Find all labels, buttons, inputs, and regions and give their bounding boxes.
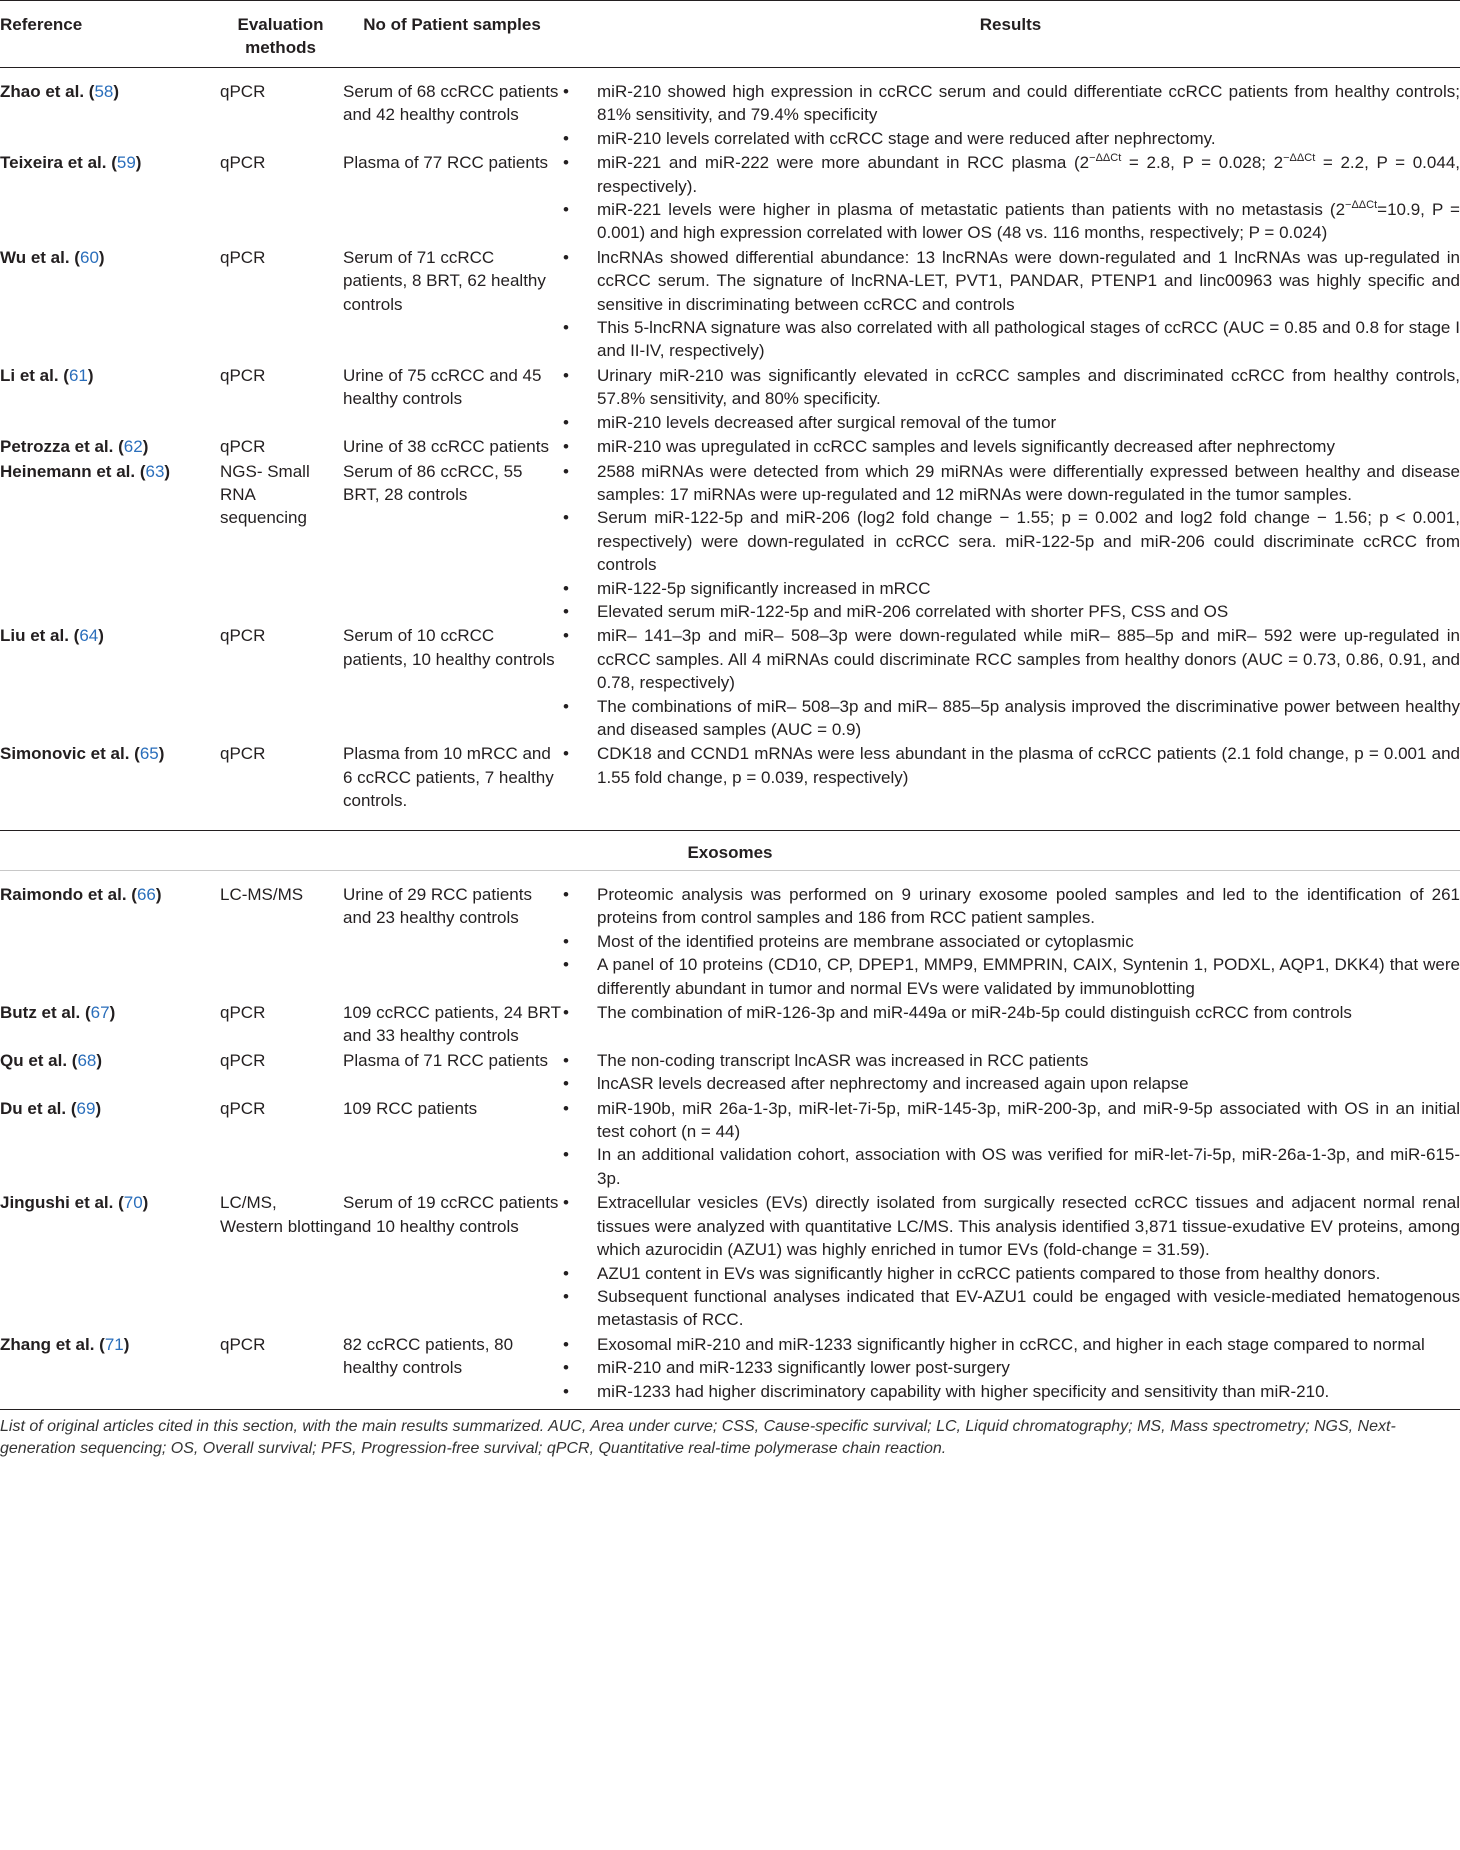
results-list [561,435,1460,458]
results-cell [561,68,1460,151]
reference-author: Jingushi et al. ( [0,1193,124,1213]
result-bullet: • lncASR levels decreased after nephrectomy and increased again upon relapse [561,1072,1460,1095]
reference-close: ) [109,1003,116,1023]
results-list [561,460,1460,624]
result-bullet: • miR-210 and miR-1233 significantly lower post-surgery [561,1356,1460,1379]
header-evaluation-methods: Evaluation methods [218,1,343,68]
section-row [0,830,1460,870]
result-bullet: • Serum miR-122-5p and miR-206 (log2 fold change − 1.55; p = 0.002 and log2 fold change − 1.56; p < 0.001, respectively) were down-regulated in ccRCC sera. miR-122-5p and miR-206 could discriminate ccRCC from controls [561,506,1460,576]
citation-link[interactable]: 63 [145,461,165,481]
citation-link[interactable]: 65 [139,744,159,764]
reference-cell [0,871,218,1001]
result-bullet: • 2588 miRNAs were detected from which 29 miRNAs were differentially expressed between healthy and disease samples: 17 miRNAs were up-regulated and 12 miRNAs were down-regulated in the tumor samples. [561,460,1460,507]
citation-link[interactable]: 60 [79,247,99,267]
patient-samples-cell: Urine of 38 ccRCC patients [343,437,549,457]
result-bullet: • The non-coding transcript lncASR was increased in RCC patients [561,1049,1460,1072]
evaluation-method-cell: LC-MS/MS [220,885,304,904]
reference-close: ) [113,82,120,101]
results-cell [561,434,1460,458]
result-bullet: • miR-221 levels were higher in plasma of metastatic patients than patients with no metastasis ($2^{-\Delta\Delta Ct}=10.9$, P = 0.001) and high expression correlated with lower OS (48 vs. 116 months, respectively; P = 0.024) [561,198,1460,245]
result-bullet: • Subsequent functional analyses indicated that EV-AZU1 could be engaged with vesicle-mediated hematogenous metastasis of RCC. [561,1285,1460,1332]
results-list [561,883,1460,1000]
reference-author: Butz et al. ( [0,1003,91,1023]
results-list [561,1191,1460,1331]
results-cell [561,1332,1460,1410]
citation-link[interactable]: 59 [116,153,136,173]
results-cell [561,1000,1460,1048]
table-row [0,150,1460,245]
table-row [0,1190,1460,1331]
results-list [561,364,1460,434]
reference-close: ) [142,1193,149,1213]
reference-cell [0,1048,218,1096]
patient-samples-cell: 82 ccRCC patients, 80 healthy controls [343,1332,561,1410]
table-row [0,1000,1460,1048]
reference-close: ) [98,626,104,646]
result-bullet: • miR-122-5p significantly increased in mRCC [561,577,1460,600]
evaluation-method-cell: qPCR [220,437,266,457]
result-bullet: • miR– 141–3p and miR– 508–3p were down-regulated while miR– 885–5p and miR– 592 were up-regulated in ccRCC samples. All 4 miRNAs could discriminate RCC samples from healthy donors (AUC = 0.73, 0.86, 0.91, and 0.78, respectively) [561,624,1460,694]
spacer-row [0,813,1460,831]
reference-author: Du et al. ( [0,1098,77,1118]
table-row [0,623,1460,741]
table-header [0,1,1460,68]
results-cell [561,1048,1460,1096]
result-bullet: • Elevated serum miR-122-5p and miR-206 correlated with shorter PFS, CSS and OS [561,600,1460,623]
evaluation-method-cell: LC/MS, Western blotting [220,1193,343,1236]
header-reference: Reference [0,1,218,68]
results-cell [561,459,1460,624]
spacer-cell [0,813,1460,831]
results-list [561,1049,1460,1096]
table-row [0,459,1460,624]
patient-samples-cell: Plasma from 10 mRCC and 6 ccRCC patients, 7 healthy controls. [343,744,554,811]
results-cell [561,1096,1460,1191]
header-results: Results [561,1,1460,68]
evaluation-method-cell: qPCR [220,1003,266,1023]
table-body [0,68,1460,1410]
results-list [561,624,1460,741]
result-bullet: • miR-221 and miR-222 were more abundant in RCC plasma ($2^{-\Delta\Delta Ct} = 2.8$, P = 0.028; $2^{-\Delta\Delta Ct} = 2.2$, P = 0.044, respectively). [561,151,1460,198]
reference-close: ) [87,365,94,385]
reference-close: ) [135,153,142,173]
result-bullet: • Exosomal miR-210 and miR-1233 significantly higher in ccRCC, and higher in each stage compared to normal [561,1333,1460,1356]
results-cell [561,623,1460,741]
results-list [561,151,1460,245]
result-bullet: • miR-210 levels correlated with ccRCC stage and were reduced after nephrectomy. [561,127,1460,150]
patient-samples-cell: Serum of 19 ccRCC patients and 10 healthy controls [343,1193,559,1236]
results-cell [561,150,1460,245]
reference-close: ) [164,461,171,481]
citation-link[interactable]: 71 [104,1334,124,1354]
result-bullet: • AZU1 content in EVs was significantly higher in ccRCC patients compared to those from healthy donors. [561,1262,1460,1285]
table-row [0,1048,1460,1096]
result-bullet: • In an additional validation cohort, association with OS was verified for miR-let-7i-5p, miR-26a-1-3p, and miR-615-3p. [561,1143,1460,1190]
result-bullet: • Urinary miR-210 was significantly elevated in ccRCC samples and discriminated ccRCC from healthy controls, 57.8% sensitivity, and 80% specificity. [561,364,1460,411]
reference-cell [0,150,218,245]
patient-samples-cell: Serum of 68 ccRCC patients and 42 healthy controls [343,82,559,125]
patient-samples-cell: Serum of 10 ccRCC patients, 10 healthy controls [343,626,555,669]
results-cell [561,1190,1460,1331]
reference-close: ) [123,1334,130,1354]
evaluation-method-cell: NGS- Small RNA sequencing [220,461,310,528]
evaluation-method-cell: qPCR [218,1332,343,1410]
patient-samples-cell: Plasma of 77 RCC patients [343,153,549,173]
results-cell [561,741,1460,812]
result-bullet: • miR-210 levels decreased after surgical removal of the tumor [561,411,1460,434]
citation-link[interactable]: 58 [94,82,114,101]
table-row [0,1332,1460,1410]
evaluation-method-cell: qPCR [220,153,266,173]
reference-cell [0,363,218,434]
patient-samples-cell: Urine of 75 ccRCC and 45 healthy controls [343,365,542,409]
citation-link[interactable]: 70 [123,1193,143,1213]
evaluation-method-cell: qPCR [220,247,266,267]
results-list [561,1333,1460,1403]
table-row [0,363,1460,434]
reference-cell [0,1000,218,1048]
citation-link[interactable]: 69 [76,1098,96,1118]
evaluation-method-cell: qPCR [220,82,266,101]
reference-cell [0,1096,218,1191]
result-bullet: • This 5-lncRNA signature was also correlated with all pathological stages of ccRCC (AUC = 0.85 and 0.8 for stage I and II-IV, respectively) [561,316,1460,363]
reference-cell [0,434,218,458]
result-bullet: • Proteomic analysis was performed on 9 urinary exosome pooled samples and led to the identification of 261 proteins from control samples and 186 from RCC patient samples. [561,883,1460,930]
section-title: Exosomes [0,830,1460,870]
reference-author: Raimondo et al. ( [0,885,137,904]
reference-author: Wu et al. ( [0,247,80,267]
patient-samples-cell: 109 ccRCC patients, 24 BRT and 33 healthy controls [343,1003,561,1046]
patient-samples-cell: Serum of 71 ccRCC patients, 8 BRT, 62 healthy controls [343,247,546,314]
table-row [0,245,1460,363]
results-list [561,1097,1460,1191]
reference-cell [0,1332,218,1410]
reference-author: Petrozza et al. ( [0,437,124,457]
reference-author: Li et al. ( [0,365,69,385]
patient-samples-cell: Serum of 86 ccRCC, 55 BRT, 28 controls [343,461,523,504]
result-bullet: • miR-190b, miR 26a-1-3p, miR-let-7i-5p, miR-145-3p, miR-200-3p, and miR-9-5p associated with OS in an initial test cohort (n = 44) [561,1097,1460,1144]
reference-author: Teixeira et al. ( [0,153,117,173]
reference-cell [0,68,218,151]
citation-link[interactable]: 68 [77,1050,97,1070]
reference-close: ) [96,1050,103,1070]
citation-link[interactable]: 62 [123,437,143,457]
results-cell [561,871,1460,1001]
reference-cell [0,1190,218,1331]
reference-author: Zhang et al. ( [0,1334,105,1354]
reference-close: ) [158,744,165,764]
reference-close: ) [98,247,105,267]
result-bullet: • Extracellular vesicles (EVs) directly isolated from surgically resected ccRCC tissues and adjacent normal renal tissues were analyzed with quantitative LC/MS. This analysis identified 3,871 tissue-exudative EV proteins, among which azurocidin (AZU1) was highly enriched in tumor EVs (fold-change = 31.59). [561,1191,1460,1261]
reference-author: Qu et al. ( [0,1050,78,1070]
results-list [561,80,1460,150]
results-list [561,1001,1460,1024]
table-footnote: List of original articles cited in this section, with the main results summarized. AUC, Area under curve; CSS, Cause-specific survival; LC, Liquid chromatography; MS, Mass spectrometry; NGS, Next-generation sequencing; OS, Overall survival; PFS, Progression-free survival; qPCR, Quantitative real-time polymerase chain reaction. [0,1417,1396,1457]
results-list [561,246,1460,363]
citation-link[interactable]: 61 [68,365,88,385]
patient-samples-cell: Urine of 29 RCC patients and 23 healthy controls [343,885,532,928]
evaluation-method-cell: qPCR [220,365,266,385]
evaluation-method-cell: qPCR [220,1050,266,1070]
reference-close: ) [142,437,149,457]
reference-author: Simonovic et al. ( [0,744,140,764]
table-row [0,1096,1460,1191]
result-bullet: • miR-210 was upregulated in ccRCC samples and levels significantly decreased after nephrectomy [561,435,1460,458]
table-row [0,741,1460,812]
results-cell [561,363,1460,434]
reference-cell [0,245,218,363]
table-row [0,434,1460,458]
results-list [561,742,1460,789]
evaluation-method-cell: qPCR [220,626,266,646]
results-cell [561,245,1460,363]
evaluation-method-cell: qPCR [220,744,266,764]
result-bullet: • The combinations of miR– 508–3p and miR– 885–5p analysis improved the discriminative power between healthy and diseased samples (AUC = 0.9) [561,695,1460,742]
result-bullet: • Most of the identified proteins are membrane associated or cytoplasmic [561,930,1460,953]
reference-cell [0,459,218,624]
result-bullet: • CDK18 and CCND1 mRNAs were less abundant in the plasma of ccRCC patients (2.1 fold change, p = 0.001 and 1.55 fold change, p = 0.039, respectively) [561,742,1460,789]
reference-close: ) [95,1098,102,1118]
table-row [0,68,1460,151]
result-bullet: • lncRNAs showed differential abundance: 13 lncRNAs were down-regulated and 1 lncRNAs was up-regulated in ccRCC serum. The signature of lncRNA-LET, PVT1, PANDAR, PTENP1 and linc00963 was highly specific and sensitive in discriminating between ccRCC and controls [561,246,1460,316]
citation-link[interactable]: 64 [79,626,99,646]
reference-close: ) [155,885,162,904]
reference-cell [0,623,218,741]
reference-author: Zhao et al. ( [0,82,95,101]
citation-link[interactable]: 66 [136,885,156,904]
citation-link[interactable]: 67 [90,1003,110,1023]
patient-samples-cell: 109 RCC patients [343,1098,478,1118]
header-patient-samples: No of Patient samples [343,1,561,68]
result-bullet: • miR-1233 had higher discriminatory capability with higher specificity and sensitivity than miR-210. [561,1380,1460,1403]
result-bullet: • The combination of miR-126-3p and miR-449a or miR-24b-5p could distinguish ccRCC from controls [561,1001,1460,1024]
table-row [0,871,1460,1001]
patient-samples-cell: Plasma of 71 RCC patients [343,1050,549,1070]
evaluation-method-cell: qPCR [220,1098,266,1118]
reference-author: Liu et al. ( [0,626,80,646]
reference-author: Heinemann et al. ( [0,461,146,481]
result-bullet: • miR-210 showed high expression in ccRCC serum and could differentiate ccRCC patients from healthy controls; 81% sensitivity, and 79.4% specificity [561,80,1460,127]
reference-cell [0,741,218,812]
result-bullet: • A panel of 10 proteins (CD10, CP, DPEP1, MMP9, EMMPRIN, CAIX, Syntenin 1, PODXL, AQP1, DKK4) that were differently abundant in tumor and normal EVs were validated by immunoblotting [561,953,1460,1000]
